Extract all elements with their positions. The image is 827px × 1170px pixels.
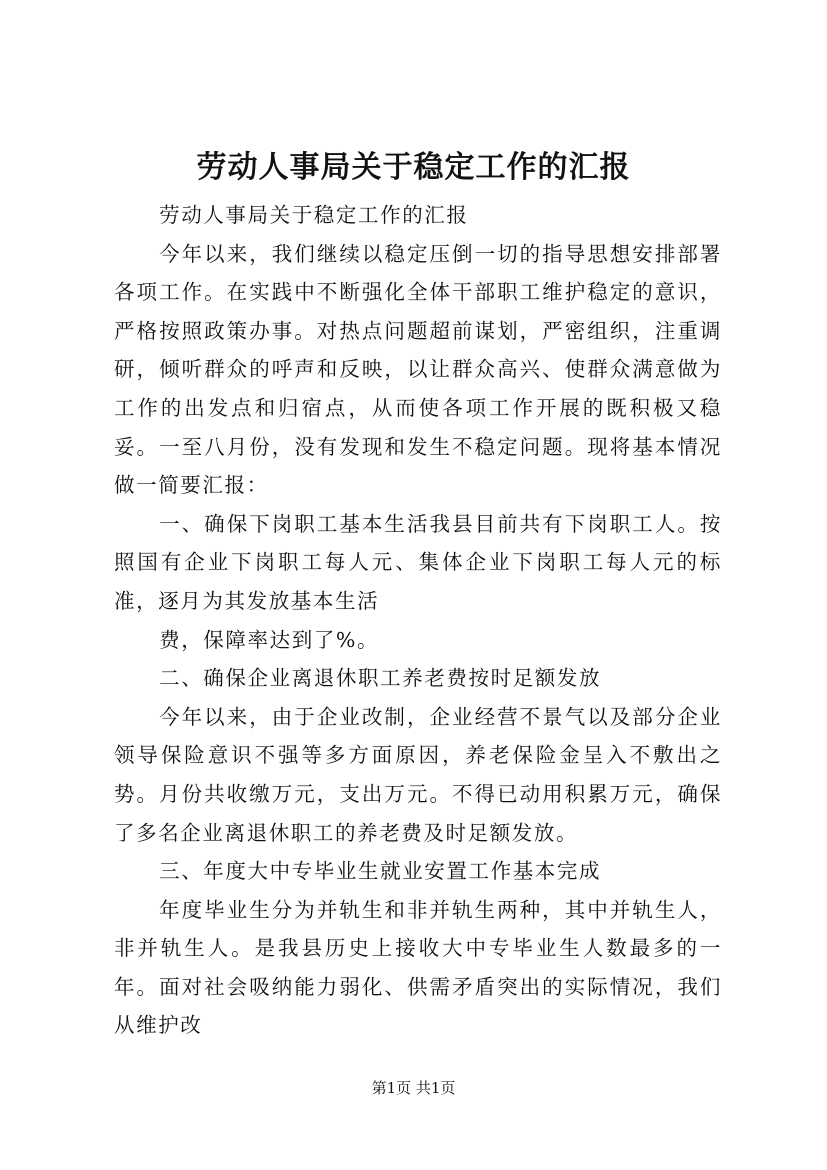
- document-title: 劳动人事局关于稳定工作的汇报: [196, 150, 631, 185]
- paragraph: 今年以来，由于企业改制，企业经营不景气以及部分企业领导保险意识不强等多方面原因，养老保险金呈入不敷出之势。月份共收缴万元，支出万元。不得已动用积累万元，确保了多名企业离退休职工的养老费及时足额发放。: [114, 704, 722, 845]
- page-number: 第1页 共1页: [371, 1079, 456, 1097]
- paragraph: 年度毕业生分为并轨生和非并轨生两种，其中并轨生人，非并轨生人。是我县历史上接收大中专毕业生人数最多的一年。面对社会吸纳能力弱化、供需矛盾突出的实际情况，我们从维护改: [114, 897, 722, 1038]
- document-body: [114, 196, 722, 1045]
- section-heading: 三、年度大中专毕业生就业安置工作基本完成: [159, 859, 602, 884]
- section-heading: 二、确保企业离退休职工养老费按时足额发放: [159, 666, 602, 691]
- paragraph: 今年以来，我们继续以稳定压倒一切的指导思想安排部署各项工作。在实践中不断强化全体干部职工维护稳定的意识，严格按照政策办事。对热点问题超前谋划，严密组织，注重调研，倾听群众的呼声和反映，以让群众高兴、使群众满意做为工作的出发点和归宿点，从而使各项工作开展的既积极又稳妥。一至八月份，没有发现和发生不稳定问题。现将基本情况做一简要汇报：: [114, 241, 722, 498]
- paragraph: 费，保障率达到了%。: [159, 627, 380, 652]
- paragraph: 一、确保下岗职工基本生活我县目前共有下岗职工人。按照国有企业下岗职工每人元、集体企业下岗职工每人元的标准，逐月为其发放基本生活: [114, 511, 722, 613]
- paragraph: 劳动人事局关于稳定工作的汇报: [159, 203, 469, 227]
